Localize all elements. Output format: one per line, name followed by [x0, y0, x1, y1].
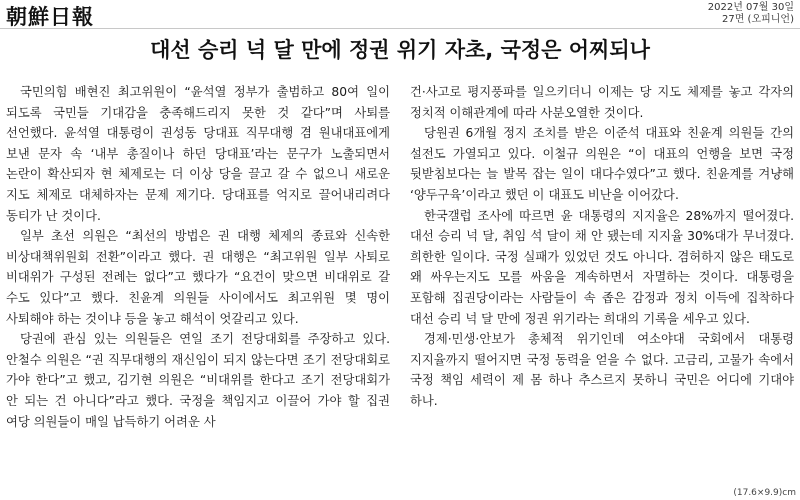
- publication-date: 2022년 07월 30일: [707, 2, 794, 13]
- article-column-left: [6, 82, 390, 432]
- paragraph: 경제·민생·안보가 총체적 위기인데 여소야대 국회에서 대통령 지지율까지 떨어지면 국정 동력을 얻을 수 없다. 고금리, 고물가 속에서 국정 책임 세력이 제 몸 하나 추스르지 못하니 국민은 어디에 기대야 하나.: [410, 332, 794, 408]
- page-section: 27면 (오피니언): [721, 14, 794, 25]
- clipping-size-note: (17.6×9.9)cm: [733, 488, 796, 498]
- article-column-right: [410, 82, 794, 412]
- paragraph: 한국갤럽 조사에 따르면 윤 대통령의 지지율은 28%까지 떨어졌다. 대선 승리 넉 달, 취임 석 달이 채 안 됐는데 지지율 30%대가 무너졌다. 희한한 일이다. 국정 실패가 있었던 것도 아니다. 겸허하지 않은 태도로 왜 싸우는지도 모를 싸움을 계속하면서 자멸하는 것이다. 대통령을 포함해 집권당이라는 사람들이 속 좁은 감정과 정치 이득에 집착하다 대선 승리 넉 달 만에 정권 위기라는 희대의 기록을 세우고 있다.: [410, 208, 794, 326]
- article-headline: 대선 승리 넉 달 만에 정권 위기 자초, 국정은 어찌되나: [150, 38, 650, 62]
- paragraph: 당권에 관심 있는 의원들은 연일 조기 전당대회를 주장하고 있다. 안철수 의원은 “권 직무대행의 재신임이 되지 않는다면 조기 전당대회로 가야 한다”고 했고, 김기현 의원은 “비대위를 한다고 조기 전당대회가 안 되는 건 아니다”라고 했다. 국정을 책임지고 이끌어 가야 할 집권 여당 의원들이 매일 납득하기 어려운 사: [6, 332, 390, 429]
- newspaper-masthead: 朝鮮日報: [6, 4, 94, 29]
- publication-meta: [708, 2, 794, 26]
- paragraph: 국민의힘 배현진 최고위원이 “윤석열 정부가 출범하고 80여 일이 되도록 국민들 기대감을 충족해드리지 못한 것 같다”며 사퇴를 선언했다. 윤석열 대통령이 권성동 당대표 직무대행 겸 원내대표에게 보낸 문자 속 ‘내부 총질이나 하던 당대표’라는 문구가 노출되면서 논란이 확산되자 현 체제로는 더 이상 당을 끌고 갈 수 없으니 새로운 지도 체제로 대체하자는 문제 제기다. 당대표를 억지로 끌어내리려다 동티가 난 것이다.: [6, 85, 390, 223]
- paragraph: 일부 초선 의원은 “최선의 방법은 권 대행 체제의 종료와 신속한 비상대책위원회 전환”이라고 했다. 권 대행은 “최고위원 일부 사퇴로 비대위가 구성된 전례는 없다”고 했다가 “요건이 맞으면 비대위로 갈 수도 있다”고 했다. 친윤계 의원들 사이에서도 최고위원 몇 명이 사퇴해야 하는 것이냐 등을 놓고 해석이 엇갈리고 있다.: [6, 229, 390, 326]
- header-rule: [0, 28, 800, 29]
- paragraph: 당원권 6개월 정지 조치를 받은 이준석 대표와 친윤계 의원들 간의 설전도 가열되고 있다. 이철규 의원은 “이 대표의 언행을 보면 국정 뒷받침보다는 늘 발목 잡는 일이 대다수였다”고 했다. 친윤계를 겨냥해 ‘양두구육’이라고 했던 이 대표도 비난을 이어갔다.: [410, 126, 794, 202]
- paragraph: 건·사고로 평지풍파를 일으키더니 이제는 당 지도 체제를 놓고 각자의 정치적 이해관계에 따라 사분오열한 것이다.: [410, 85, 794, 120]
